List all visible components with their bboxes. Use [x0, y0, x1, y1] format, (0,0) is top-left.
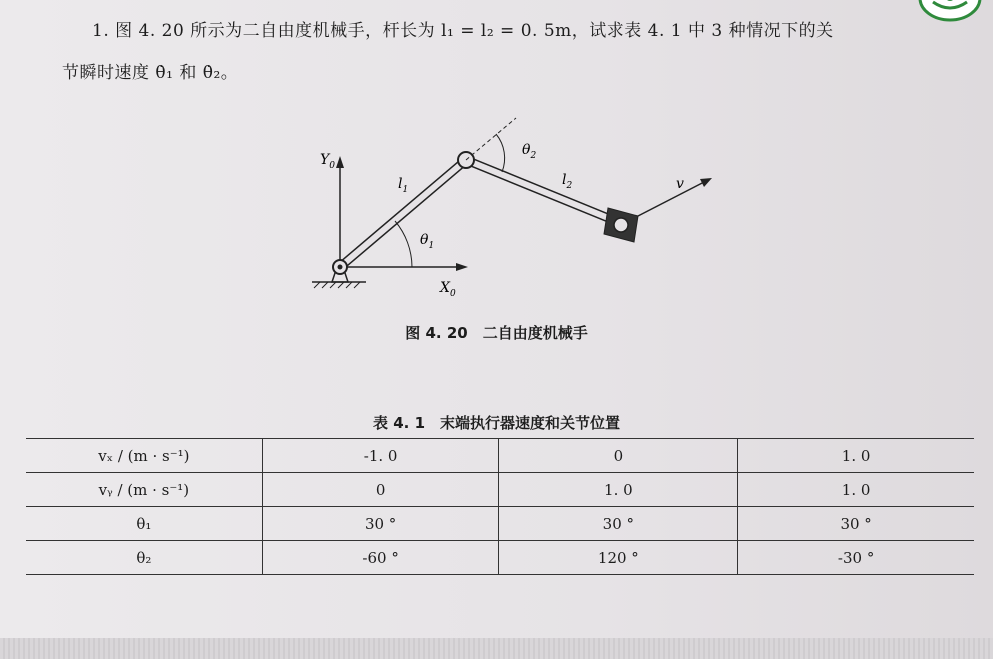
link-2: [466, 160, 618, 222]
robot-arm-diagram: [300, 112, 740, 312]
link-1: [340, 160, 466, 267]
velocity-position-table: [26, 438, 974, 575]
table-cell: 1. 0: [499, 473, 738, 507]
table-cell: 0: [499, 439, 738, 473]
theta2-label: θ: [522, 142, 531, 158]
theta1-label: θ: [420, 232, 429, 248]
table-row: [26, 541, 974, 575]
table-cell: 1. 0: [738, 473, 974, 507]
table-row: [26, 439, 974, 473]
svg-text:θ1: $\theta_1$: [420, 232, 435, 251]
svg-text:l2: $l_2$: [562, 172, 573, 191]
row-label: vᵧ / (m · s⁻¹): [26, 473, 262, 507]
table-cell: 30 °: [499, 507, 738, 541]
l2-label: l: [562, 172, 567, 188]
link-1-extension: [466, 118, 516, 160]
theta2-arc: [496, 134, 505, 172]
table-row: [26, 473, 974, 507]
problem-statement-line-1: 1. 图 4. 20 所示为二自由度机械手，杆长为 l₁ = l₂ = 0. 5m，试求表 4. 1 中 3 种情况下的关: [92, 21, 834, 41]
row-label: θ₂: [26, 541, 262, 575]
y0-label: Y: [320, 152, 330, 168]
ground-hatch: [314, 282, 360, 288]
page-bottom-edge: [0, 638, 993, 659]
row-label: θ₁: [26, 507, 262, 541]
x0-axis-arrow: [456, 263, 468, 271]
table-cell: -1. 0: [262, 439, 499, 473]
figure-caption: 图 4. 20 二自由度机械手: [405, 324, 588, 342]
l1-label: l: [398, 176, 403, 192]
table-cell: 30 °: [738, 507, 974, 541]
table-cell: -60 °: [262, 541, 499, 575]
table-cell: 30 °: [262, 507, 499, 541]
x0-label: X: [440, 280, 450, 296]
table-cell: 0: [262, 473, 499, 507]
y0-axis-arrow: [336, 156, 344, 168]
table-cell: -30 °: [738, 541, 974, 575]
svg-text:θ2: $\theta_2$: [522, 142, 537, 161]
theta1-arc: [395, 221, 412, 267]
logo-seal-icon: [915, 0, 985, 24]
table-cell: 1. 0: [738, 439, 974, 473]
svg-text:l1: $l_1$: [398, 176, 409, 195]
velocity-arrow: [638, 180, 708, 216]
velocity-label: v: [676, 176, 684, 192]
table-row: [26, 507, 974, 541]
row-label: vₓ / (m · s⁻¹): [26, 439, 262, 473]
table-title: 表 4. 1 末端执行器速度和关节位置: [372, 414, 621, 432]
problem-statement-line-2: 节瞬时速度 θ̇₁ 和 θ̇₂。: [62, 63, 239, 83]
svg-text:X0: $X_0$: [440, 280, 456, 299]
svg-text:Y0: $Y_0$: [320, 152, 335, 171]
table-cell: 120 °: [499, 541, 738, 575]
